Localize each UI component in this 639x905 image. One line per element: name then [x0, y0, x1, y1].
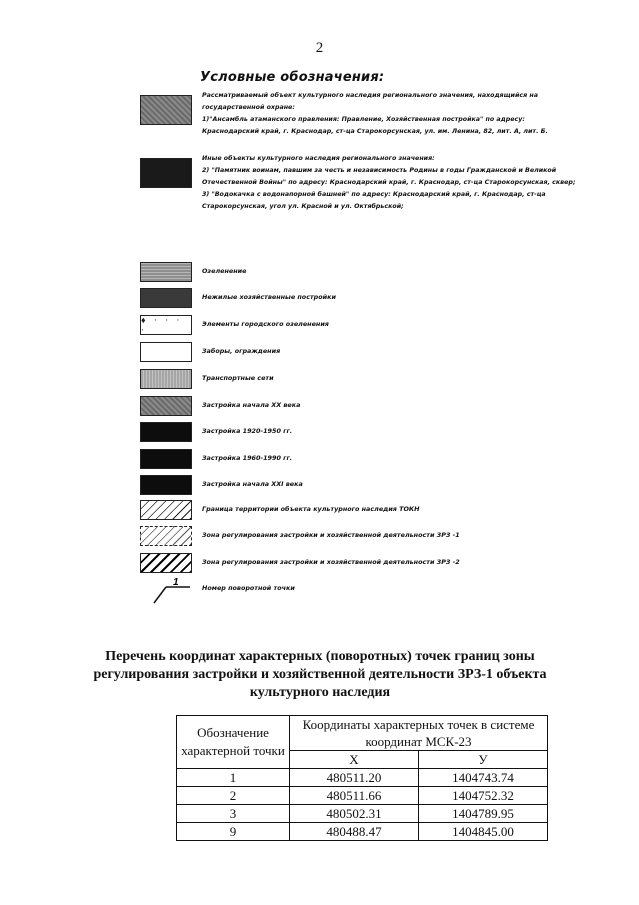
header-coordinates-group: Координаты характерных точек в системе координат МСК-23	[290, 716, 548, 751]
legend-swatch-greenery	[140, 262, 192, 282]
legend-swatch-early-21c	[140, 475, 192, 495]
legend-swatch-other-heritage	[140, 158, 192, 188]
turning-point-marker-number: 1	[173, 577, 179, 588]
legend-label-fences: Заборы, ограждения	[202, 347, 281, 355]
turning-point-marker-icon	[140, 575, 200, 605]
legend-swatch-greenery-elements: ♦ · · · ·	[140, 315, 192, 335]
legend-label-1920-1950: Застройка 1920-1950 гг.	[202, 427, 293, 435]
legend-swatch-early-20c	[140, 396, 192, 416]
legend-swatch-transport	[140, 369, 192, 389]
legend-swatch-1920-1950	[140, 422, 192, 442]
legend-label-greenery-elements: Элементы городского озеленения	[202, 320, 329, 328]
legend-label-outbuildings: Нежилые хозяйственные постройки	[202, 293, 336, 301]
legend-text-heritage-object: Рассматриваемый объект культурного наследия регионального значения, находящийся на государственной охране: 1)"Ансамбль атаманского правления: Правление, Хозяйственная постройка" по адресу: Краснодарский край, г. Краснодар, ст-ца Старокорсунская, ул. им. Ленина, 82, лит. А, лит. Б.	[202, 92, 548, 135]
cell-point: 2	[177, 787, 290, 805]
legend-swatch-tokn-boundary	[140, 500, 192, 520]
legend-swatch-zrz-1	[140, 526, 192, 546]
cell-x: 480502.31	[290, 805, 419, 823]
header-y: У	[419, 751, 548, 769]
table-row	[177, 823, 548, 841]
cell-y: 1404743.74	[419, 769, 548, 787]
table-row	[177, 787, 548, 805]
legend-label-zrz-2: Зона регулирования застройки и хозяйственной деятельности ЗРЗ -2	[202, 558, 460, 566]
legend-label-tokn-boundary: Граница территории объекта культурного наследия ТОКН	[202, 505, 420, 513]
legend-label-zrz-1: Зона регулирования застройки и хозяйственной деятельности ЗРЗ -1	[202, 531, 460, 539]
cell-y: 1404752.32	[419, 787, 548, 805]
legend-label-greenery: Озеленение	[202, 267, 247, 275]
header-x: Х	[290, 751, 419, 769]
coordinates-table	[176, 715, 548, 841]
table-row	[177, 769, 548, 787]
legend-swatch-heritage-object	[140, 95, 192, 125]
legend-swatch-zrz-2	[140, 553, 192, 573]
legend-label-early-20c: Застройка начала XX века	[202, 401, 301, 409]
cell-x: 480488.47	[290, 823, 419, 841]
cell-x: 480511.20	[290, 769, 419, 787]
cell-point: 1	[177, 769, 290, 787]
header-point-designation: Обозначение характерной точки	[177, 716, 290, 769]
coordinates-heading: Перечень координат характерных (поворотных) точек границ зоны регулирования застройки и хозяйственной деятельности ЗРЗ-1 объекта культурного наследия	[93, 649, 547, 700]
cell-y: 1404789.95	[419, 805, 548, 823]
legend-swatch-fences	[140, 342, 192, 362]
legend-label-turning-point: Номер поворотной точки	[202, 584, 295, 592]
legend-title: Условные обозначения:	[200, 70, 385, 85]
cell-point: 3	[177, 805, 290, 823]
legend-label-transport: Транспортные сети	[202, 374, 274, 382]
legend-text-other-heritage: Иные объекты культурного наследия регионального значения: 2) "Памятник воинам, павшим за честь и независимость Родины в годы Гражданской и Великой Отечественной Войны" по адресу: Краснодарский край, г. Краснодар, ст-ца Старокорсунская, сквер; 3) "Водокачка с водонапорной башней" по адресу: Краснодарский край, г. Краснодар, ст-ца Старокорсунская, угол ул. Красной и ул. Октябрьской;	[202, 155, 576, 210]
cell-point: 9	[177, 823, 290, 841]
legend-label-1960-1990: Застройка 1960-1990 гг.	[202, 454, 293, 462]
legend-swatch-1960-1990	[140, 449, 192, 469]
table-row	[177, 805, 548, 823]
legend-label-early-21c: Застройка начала XXI века	[202, 480, 303, 488]
page-number: 2	[315, 40, 324, 56]
legend-swatch-outbuildings	[140, 288, 192, 308]
cell-y: 1404845.00	[419, 823, 548, 841]
cell-x: 480511.66	[290, 787, 419, 805]
